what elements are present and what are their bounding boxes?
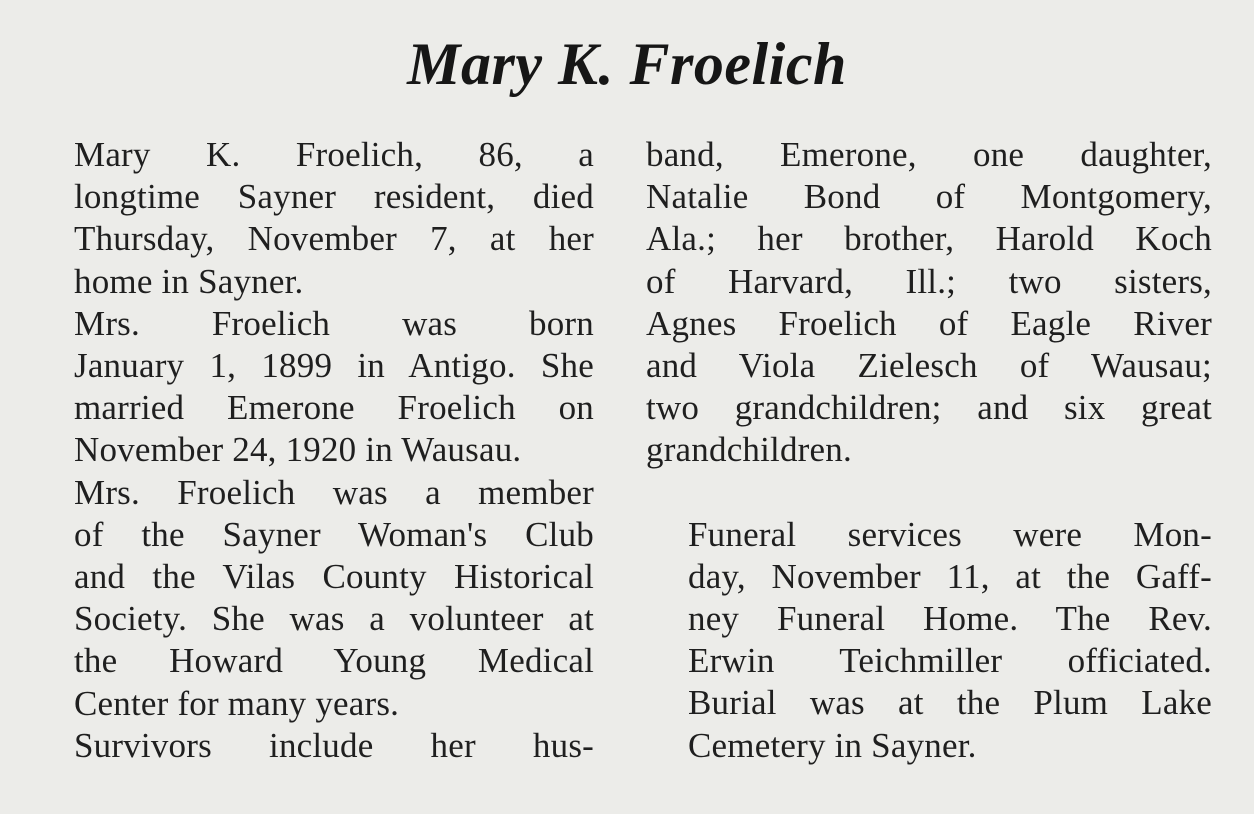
text-line: Survivors include her hus- xyxy=(74,725,594,765)
paragraph-death-notice xyxy=(32,134,594,303)
paragraph-birth-marriage xyxy=(32,303,594,472)
text-line: Mrs. Froelich was born xyxy=(74,303,594,343)
text-line: married Emerone Froelich on xyxy=(74,388,594,428)
text-line: Burial was at the Plum Lake xyxy=(688,683,1212,723)
text-line: the Howard Young Medical xyxy=(74,641,594,681)
paragraph-survivors-start xyxy=(32,725,594,767)
paragraph-funeral-services xyxy=(646,514,1212,767)
text-line: Society. She was a volunteer at xyxy=(74,599,594,639)
paragraph-memberships xyxy=(32,472,594,725)
text-line: January 1, 1899 in Antigo. She xyxy=(74,346,594,386)
text-line: Natalie Bond of Montgomery, xyxy=(646,177,1212,217)
text-line: grandchildren. xyxy=(646,430,852,470)
text-line: home in Sayner. xyxy=(74,261,304,301)
text-line: November 24, 1920 in Wausau. xyxy=(74,430,522,470)
text-line: ney Funeral Home. The Rev. xyxy=(688,599,1212,639)
text-line: Mary K. Froelich, 86, a xyxy=(74,135,594,174)
text-line: Cemetery in Sayner. xyxy=(688,725,977,765)
text-line: Ala.; her brother, Harold Koch xyxy=(646,219,1212,259)
text-line: longtime Sayner resident, died xyxy=(74,177,594,217)
left-column xyxy=(32,134,594,767)
text-line: Erwin Teichmiller officiated. xyxy=(688,641,1212,681)
text-line: Agnes Froelich of Eagle River xyxy=(646,303,1212,343)
text-line: day, November 11, at the Gaff- xyxy=(688,556,1212,596)
text-line: Mrs. Froelich was a member xyxy=(74,472,594,512)
text-line: two grandchildren; and six great xyxy=(646,388,1212,428)
text-line: band, Emerone, one daughter, xyxy=(646,135,1212,174)
paragraph-survivors-continued xyxy=(646,134,1212,472)
text-line: and Viola Zielesch of Wausau; xyxy=(646,346,1212,386)
text-line: of Harvard, Ill.; two sisters, xyxy=(646,261,1212,301)
text-line: and the Vilas County Historical xyxy=(74,557,594,597)
headline: Mary K. Froelich xyxy=(407,31,847,97)
text-line: Funeral services were Mon- xyxy=(688,514,1212,554)
text-line: of the Sayner Woman's Club xyxy=(74,514,594,554)
text-line: Center for many years. xyxy=(74,683,400,723)
right-column xyxy=(646,134,1212,767)
text-line: Thursday, November 7, at her xyxy=(74,219,594,259)
